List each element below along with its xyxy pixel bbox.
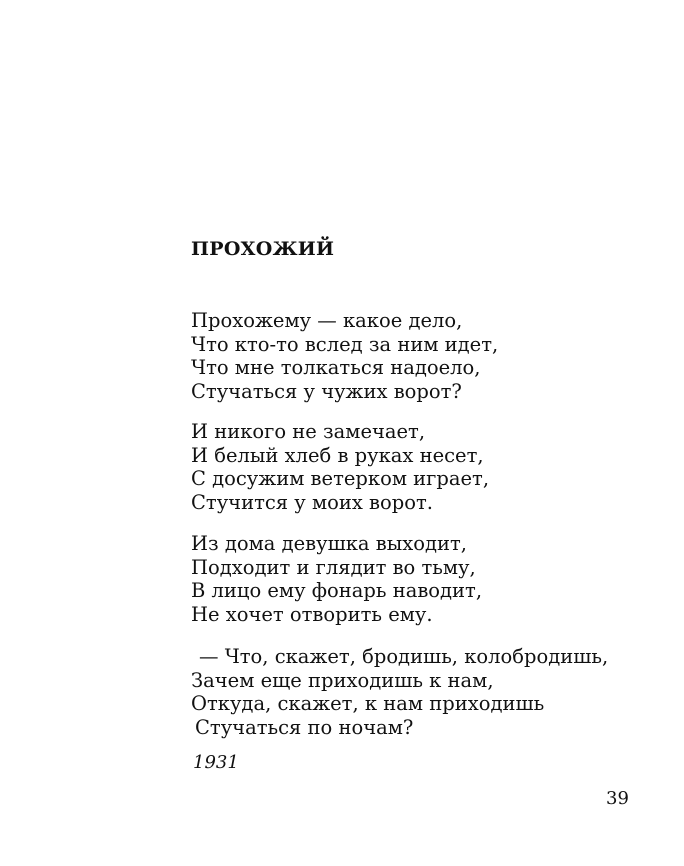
poem-line: Прохожему — какое дело, (191, 309, 463, 332)
poem-line: Стучится у моих ворот. (191, 490, 433, 514)
poem-line: В лицо ему фонарь наводит, (191, 579, 483, 602)
stanza-1 (191, 309, 498, 403)
poem-title: ПРОХОЖИЙ (191, 238, 335, 260)
poem-line: Зачем еще приходишь к нам, (191, 668, 494, 692)
poem-line: Стучаться у чужих ворот? (191, 379, 462, 403)
poem-line: И никого не замечает, (191, 420, 426, 443)
poem-date: 1931 (193, 752, 239, 773)
poem-line: Что кто-то вслед за ним идет, (191, 332, 499, 356)
stanza-4 (191, 645, 608, 739)
poem-line: Подходит и глядит во тьму, (191, 555, 476, 579)
page-number: 39 (606, 788, 629, 809)
stanza-3 (191, 532, 482, 626)
poem-line: Не хочет отворить ему. (191, 602, 433, 626)
poem-line: Откуда, скажет, к нам приходишь (191, 692, 545, 715)
poem-line: Что мне толкаться надоело, (191, 356, 481, 379)
poem-line: — Что, скажет, бродишь, колобродишь, (199, 645, 609, 668)
poem-line: С досужим ветерком играет, (191, 467, 490, 490)
poem-line: И белый хлеб в руках несет, (191, 443, 484, 467)
poem-line: Из дома девушка выходит, (191, 532, 467, 555)
poem-line: Стучаться по ночам? (195, 715, 414, 739)
stanza-2 (191, 420, 489, 514)
